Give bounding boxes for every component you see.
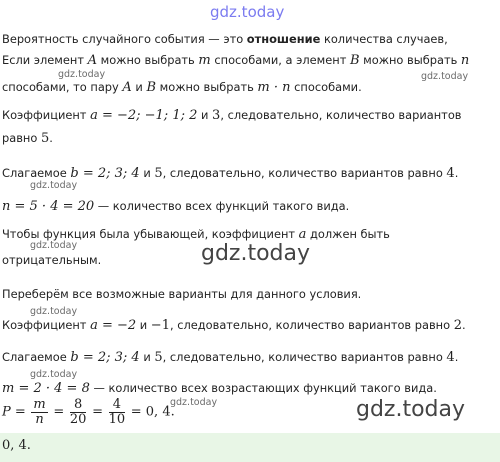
- line-2-g: можно выбрать: [359, 53, 461, 67]
- line-3-g: способами.: [290, 80, 362, 94]
- line-3-c: и: [131, 80, 147, 94]
- line-7-b: — количество всех функций такого вида.: [94, 199, 350, 213]
- line-11-d: −1: [150, 318, 170, 333]
- line-3-d: B: [146, 80, 157, 95]
- line-13-b: — количество всех возрастающих функций такого вида.: [89, 381, 437, 395]
- line-8-b: a: [298, 227, 307, 242]
- line-4-e: , следовательно, количество вариантов: [220, 108, 462, 122]
- line-4-c: и: [197, 108, 213, 122]
- watermark-small-6: gdz.today: [30, 369, 78, 380]
- watermark-small-3: gdz.today: [30, 180, 78, 191]
- watermark-large-2: gdz.today: [356, 397, 466, 422]
- line-7-formula: n = 5 · 4 = 20: [2, 199, 95, 214]
- probability-formula: [2, 398, 175, 426]
- line-2-e: способами, а элемент: [210, 53, 350, 67]
- answer-bar: [0, 433, 500, 462]
- line-5-b: 5: [40, 131, 50, 146]
- watermark-small-2: gdz.today: [421, 71, 469, 82]
- line-12-a: Слагаемое: [2, 350, 71, 364]
- fraction-3-numerator: 4: [109, 398, 126, 413]
- line-6-g: .: [454, 166, 459, 180]
- text-line-10: Переберём все возможные варианты для данного условия.: [2, 287, 362, 301]
- line-13-formula: m = 2 · 4 = 8: [2, 381, 90, 396]
- fraction-8-20: [70, 398, 87, 426]
- fraction-2-numerator: 8: [70, 398, 87, 413]
- line-6-c: и: [139, 166, 155, 180]
- line-6-b: b = 2; 3; 4: [70, 166, 140, 181]
- line-12-b: b = 2; 3; 4: [70, 350, 140, 365]
- line-2-a: Если элемент: [2, 53, 88, 67]
- fraction-1-numerator: m: [33, 397, 46, 412]
- watermark-large-1: gdz.today: [201, 241, 311, 266]
- text-line-1: [2, 32, 448, 46]
- line-11-c: и: [136, 318, 151, 332]
- line-5-c: .: [49, 131, 53, 145]
- text-line-7: [2, 199, 349, 215]
- line-11-f: 2: [453, 318, 462, 333]
- fraction-m-n: [31, 398, 47, 426]
- line-1-part-a: Вероятность случайного события — это: [2, 32, 247, 46]
- line-11-a: Коэффициент: [2, 318, 91, 332]
- line-1-bold: отношение: [246, 32, 321, 46]
- text-line-3: [2, 80, 362, 96]
- line-12-d: 5: [154, 350, 163, 365]
- line-12-g: .: [454, 350, 459, 364]
- text-line-2: [2, 53, 469, 69]
- line-3-f: m · n: [257, 80, 291, 95]
- line-2-h: n: [460, 53, 470, 68]
- answer-value: 0, 4.: [2, 438, 31, 453]
- line-12-f: 4: [446, 350, 455, 365]
- line-11-e: , следовательно, количество вариантов равно: [169, 318, 454, 332]
- fraction-3-denominator: 10: [108, 411, 126, 427]
- line-11-g: .: [462, 318, 466, 332]
- line-3-b: A: [122, 80, 132, 95]
- fraction-4-10: [109, 398, 126, 426]
- fraction-1-denominator: n: [35, 411, 44, 427]
- line-4-d: 3: [212, 108, 221, 123]
- line-4-b: a = −2; −1; 1; 2: [90, 108, 198, 123]
- line-2-f: B: [349, 53, 360, 68]
- text-line-4: [2, 108, 462, 124]
- line-5-a: равно: [2, 131, 41, 145]
- text-line-12: [2, 350, 458, 366]
- text-line-11: [2, 318, 466, 334]
- line-11-b: a = −2: [90, 318, 137, 333]
- watermark-small-4: gdz.today: [30, 240, 78, 251]
- watermark-small-7: gdz.today: [170, 397, 218, 408]
- watermark-small-1: gdz.today: [58, 69, 106, 80]
- line-1-part-c: количества случаев,: [320, 32, 448, 46]
- line-6-a: Слагаемое: [2, 166, 71, 180]
- equals-1: =: [53, 404, 65, 420]
- prob-result: = 0, 4.: [130, 404, 175, 420]
- line-2-c: можно выбрать: [97, 53, 199, 67]
- equals-2: =: [92, 404, 103, 420]
- line-3-a: способами, то пару: [2, 80, 123, 94]
- watermark-small-5: gdz.today: [30, 306, 78, 317]
- text-line-5: [2, 131, 53, 147]
- line-6-d: 5: [154, 166, 163, 181]
- line-8-a: Чтобы функция была убывающей, коэффициент: [2, 227, 299, 241]
- text-line-9: отрицательным.: [2, 253, 102, 267]
- fraction-2-denominator: 20: [69, 411, 87, 427]
- line-8-c: должен быть: [306, 227, 390, 241]
- line-6-e: , следовательно, количество вариантов равно: [162, 166, 447, 180]
- line-6-f: 4: [446, 166, 455, 181]
- prob-p: P =: [2, 404, 26, 420]
- line-12-e: , следовательно, количество вариантов равно: [162, 350, 447, 364]
- text-line-13: [2, 381, 437, 397]
- line-2-d: m: [198, 53, 211, 68]
- line-2-b: A: [87, 53, 97, 68]
- line-4-a: Коэффициент: [2, 108, 91, 122]
- line-3-e: можно выбрать: [156, 80, 258, 94]
- watermark-top: gdz.today: [210, 3, 285, 21]
- line-12-c: и: [139, 350, 155, 364]
